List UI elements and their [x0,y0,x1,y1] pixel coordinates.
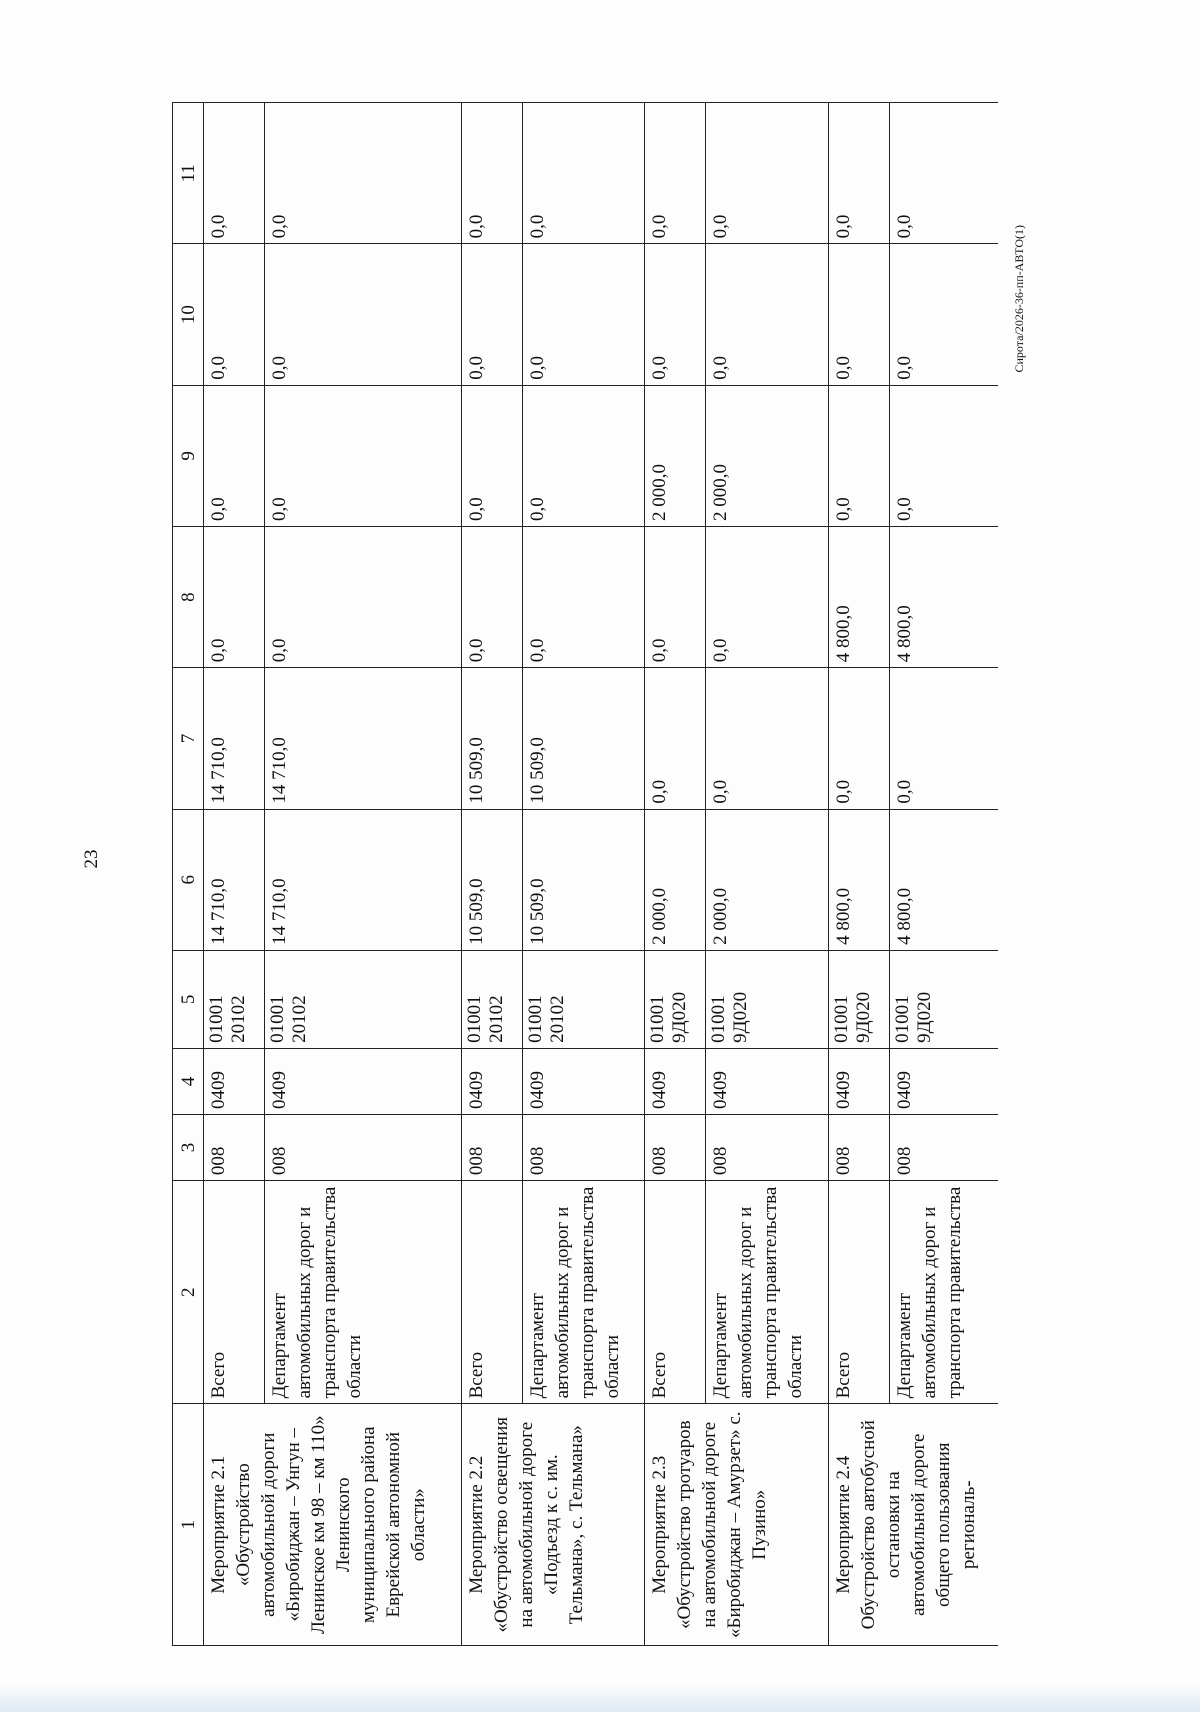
cell-col-9: 0,0 [461,385,522,526]
cell-col-5: 01001 9Д020 [889,950,998,1048]
cell-col-4: 0409 [645,1048,706,1114]
cell-col-8: 0,0 [522,527,644,668]
cell-col-6: 14 710,0 [204,809,265,950]
header-col-9: 9 [173,385,204,526]
cell-executor: Всего [204,1181,265,1404]
cell-col-4: 0409 [265,1048,462,1114]
table-row [204,103,265,1646]
cell-executor: Департамент автомобильных дорог и транспорта правительства [889,1181,998,1404]
table-row [828,103,889,1646]
measure-title: Мероприятие 2.1 «Обустройство автомобильной дороги «Биробиджан – Унгун – Ленинское км 98 – км 110» Ленинского муниципального района Еврейской автономной области» [204,1404,462,1646]
cell-col-8: 4 800,0 [828,527,889,668]
cell-col-7: 0,0 [889,668,998,809]
cell-col-8: 0,0 [204,527,265,668]
cell-col-4: 0409 [204,1048,265,1114]
header-col-3: 3 [173,1114,204,1180]
cell-col-11: 0,0 [706,103,828,244]
header-col-11: 11 [173,103,204,244]
cell-col-5: 01001 20102 [522,950,644,1048]
cell-col-6: 4 800,0 [889,809,998,950]
table-row [645,103,706,1646]
cell-col-10: 0,0 [706,244,828,385]
cell-col-4: 0409 [889,1048,998,1114]
cell-executor: Всего [645,1181,706,1404]
cell-col-3: 008 [645,1114,706,1180]
rotated-table-container [172,102,998,1646]
cell-col-11: 0,0 [828,103,889,244]
cell-col-11: 0,0 [461,103,522,244]
header-col-7: 7 [173,668,204,809]
cell-executor: Департамент автомобильных дорог и транспорта правительства области [522,1181,644,1404]
table-row [461,103,522,1646]
cell-col-9: 2 000,0 [706,385,828,526]
cell-col-7: 0,0 [645,668,706,809]
cell-col-3: 008 [204,1114,265,1180]
cell-col-8: 4 800,0 [889,527,998,668]
cell-col-4: 0409 [461,1048,522,1114]
cell-col-9: 0,0 [889,385,998,526]
cell-col-8: 0,0 [265,527,462,668]
budget-table [172,102,998,1646]
cell-col-11: 0,0 [645,103,706,244]
measure-title: Мероприятие 2.3 «Обустройство тротуаров на автомобильной дороге «Биробиджан – Амурзет» с. Пузино» [645,1404,828,1646]
cell-col-4: 0409 [828,1048,889,1114]
cell-col-7: 14 710,0 [265,668,462,809]
cell-col-3: 008 [889,1114,998,1180]
cell-col-3: 008 [828,1114,889,1180]
cell-col-7: 10 509,0 [461,668,522,809]
cell-col-6: 10 509,0 [461,809,522,950]
cell-col-6: 10 509,0 [522,809,644,950]
cell-col-10: 0,0 [204,244,265,385]
cell-col-4: 0409 [706,1048,828,1114]
cell-col-8: 0,0 [706,527,828,668]
header-col-10: 10 [173,244,204,385]
cell-col-9: 2 000,0 [645,385,706,526]
cell-col-10: 0,0 [828,244,889,385]
cell-col-6: 2 000,0 [706,809,828,950]
cell-col-10: 0,0 [265,244,462,385]
page-number: 23 [81,849,102,869]
cell-col-5: 01001 9Д020 [828,950,889,1048]
cell-col-5: 01001 20102 [265,950,462,1048]
cell-executor: Всего [828,1181,889,1404]
cell-col-7: 0,0 [706,668,828,809]
cell-col-8: 0,0 [645,527,706,668]
measure-title: Мероприятие 2.2 «Обустройство освещения на автомобильной дороге «Подъезд к с. им. Тельмана», с. Тельмана» [461,1404,644,1646]
header-col-8: 8 [173,527,204,668]
cell-col-6: 2 000,0 [645,809,706,950]
cell-col-9: 0,0 [522,385,644,526]
cell-col-11: 0,0 [522,103,644,244]
document-code: Сирота/2026-36-пп-АВТО(1) [1012,225,1026,373]
header-col-6: 6 [173,809,204,950]
cell-col-4: 0409 [522,1048,644,1114]
cell-col-5: 01001 20102 [461,950,522,1048]
cell-col-5: 01001 9Д020 [645,950,706,1048]
cell-col-3: 008 [461,1114,522,1180]
cell-col-3: 008 [706,1114,828,1180]
cell-col-6: 14 710,0 [265,809,462,950]
cell-col-7: 14 710,0 [204,668,265,809]
header-row [173,103,204,1646]
cell-executor: Всего [461,1181,522,1404]
cell-col-11: 0,0 [204,103,265,244]
cell-col-11: 0,0 [889,103,998,244]
cell-col-3: 008 [265,1114,462,1180]
cell-col-10: 0,0 [522,244,644,385]
header-col-5: 5 [173,950,204,1048]
cell-col-9: 0,0 [828,385,889,526]
cell-col-10: 0,0 [461,244,522,385]
header-col-1: 1 [173,1404,204,1646]
cell-col-7: 10 509,0 [522,668,644,809]
cell-col-9: 0,0 [265,385,462,526]
cell-col-7: 0,0 [828,668,889,809]
cell-col-10: 0,0 [645,244,706,385]
cell-col-10: 0,0 [889,244,998,385]
cell-executor: Департамент автомобильных дорог и транспорта правительства области [706,1181,828,1404]
cell-col-9: 0,0 [204,385,265,526]
cell-col-8: 0,0 [461,527,522,668]
scan-edge [0,1684,1200,1712]
cell-col-5: 01001 9Д020 [706,950,828,1048]
header-col-2: 2 [173,1181,204,1404]
cell-col-3: 008 [522,1114,644,1180]
cell-executor: Департамент автомобильных дорог и транспорта правительства области [265,1181,462,1404]
cell-col-6: 4 800,0 [828,809,889,950]
header-col-4: 4 [173,1048,204,1114]
cell-col-11: 0,0 [265,103,462,244]
measure-title: Мероприятие 2.4 Обустройство автобусной остановки на автомобильной дороге общего пользования региональ- [828,1404,998,1646]
cell-col-5: 01001 20102 [204,950,265,1048]
